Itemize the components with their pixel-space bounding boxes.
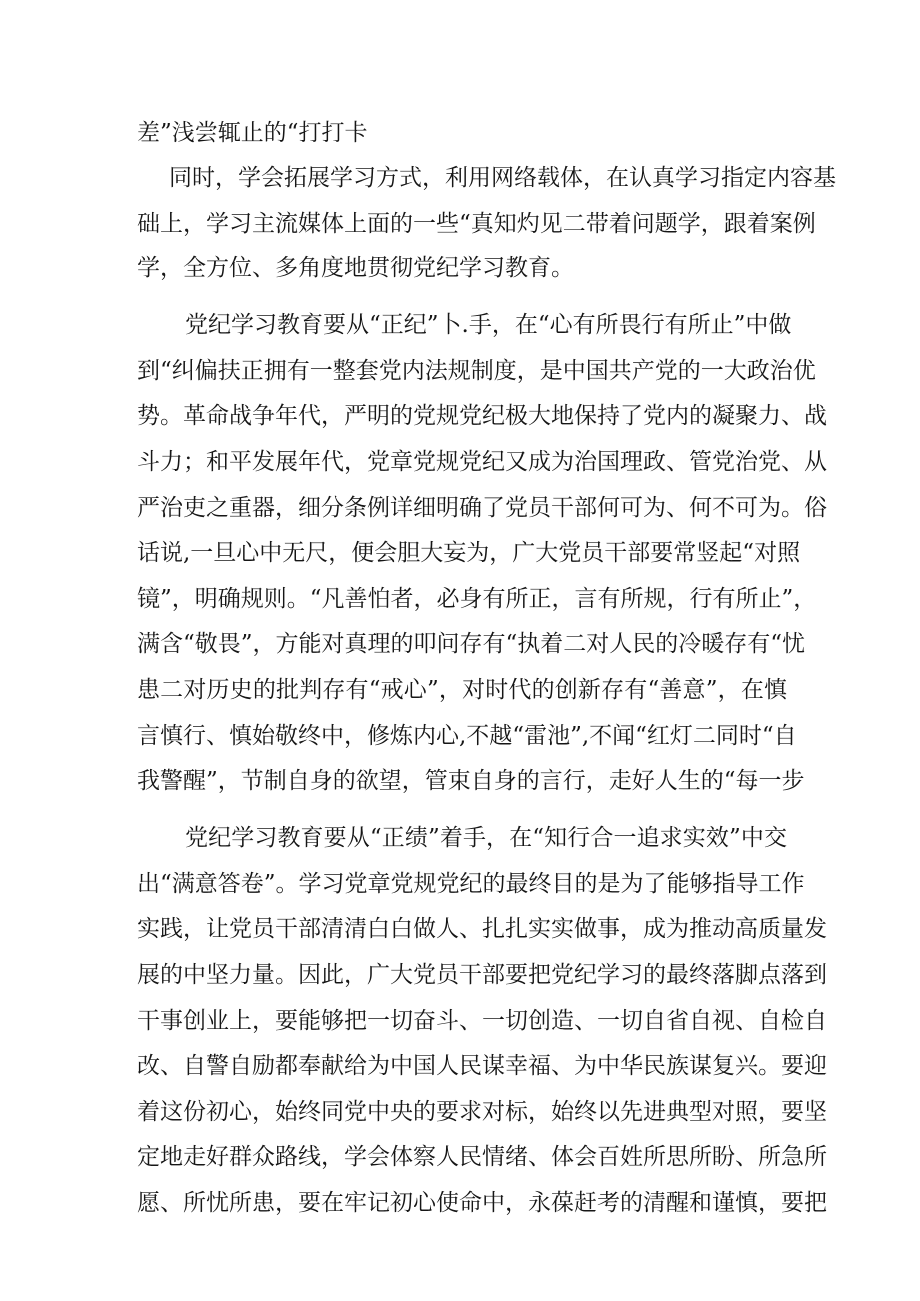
text-line-2: 同时，学会拓展学习方式，利用网络载体，在认真学习指定内容基 <box>169 165 836 191</box>
text-line-24: 愿、所忧所患，要在牢记初心使命中，永葆赶考的清醒和谨慎，要把 <box>137 1190 827 1216</box>
text-line-4: 学，全方位、多角度地贯彻党纪学习教育。 <box>137 255 574 281</box>
text-line-15: 我警醒”，节制自身的欲望，管束自身的言行，走好人生的“每一步 <box>137 768 805 794</box>
text-line-22: 着这份初心，始终同党中央的要求对标，始终以先进典型对照，要坚 <box>137 1099 827 1125</box>
text-line-9: 严治吏之重器，细分条例详细明确了党员干部何可为、何不可为。俗 <box>137 495 827 521</box>
text-line-13: 患二对历史的批判存有“戒心”，对时代的创新存有“善意”，在慎 <box>137 677 787 703</box>
text-line-6: 到“纠偏扶正拥有一整套党内法规制度，是中国共产党的一大政治优 <box>137 358 816 384</box>
text-line-21: 改、自警自励都奉献给为中国人民谋幸福、为中华民族谋复兴。要迎 <box>137 1053 827 1079</box>
text-line-23: 定地走好群众路线，学会体察人民情绪、体会百姓所思所盼、所急所 <box>137 1144 827 1170</box>
text-line-12: 满含“敬畏”，方能对真理的叩问存有“执着二对人民的冷暖存有“忧 <box>137 631 806 657</box>
text-line-5: 党纪学习教育要从“正纪”卜.手，在“心有所畏行有所止”中做 <box>185 312 792 338</box>
text-line-7: 势。革命战争年代，严明的党规党纪极大地保持了党内的凝聚力、战 <box>137 403 827 429</box>
text-line-16: 党纪学习教育要从“正绩”着手，在“知行合一追求实效”中交 <box>185 825 787 851</box>
text-line-17: 出“满意答卷”。学习党章党规党纪的最终目的是为了能够指导工作 <box>137 871 805 897</box>
text-line-10: 话说,一旦心中无尺，便会胆大妄为，广大党员干部要常竖起“对照 <box>137 540 801 566</box>
text-line-18: 实践，让党员干部清清白白做人、扎扎实实做事，成为推动高质量发 <box>137 916 827 942</box>
text-line-11: 镜”，明确规则。“凡善怕者，必身有所正，言有所规，行有所止”， <box>137 586 817 612</box>
text-line-1: 差”浅尝辄止的“打打卡 <box>137 120 368 146</box>
text-line-19: 展的中坚力量。因此，广大党员干部要把党纪学习的最终落脚点落到 <box>137 962 827 988</box>
text-line-3: 础上，学习主流媒体上面的一些“真知灼见二带着问题学，跟着案例 <box>137 211 816 237</box>
text-line-20: 干事创业上，要能够把一切奋斗、一切创造、一切自省自视、自检自 <box>137 1008 827 1034</box>
text-line-14: 言慎行、慎始敬终中，修炼内心,不越“雷池”,不闻“红灯二同时“自 <box>137 723 797 749</box>
text-line-8: 斗力；和平发展年代，党章党规党纪又成为治国理政、管党治党、从 <box>137 449 827 475</box>
